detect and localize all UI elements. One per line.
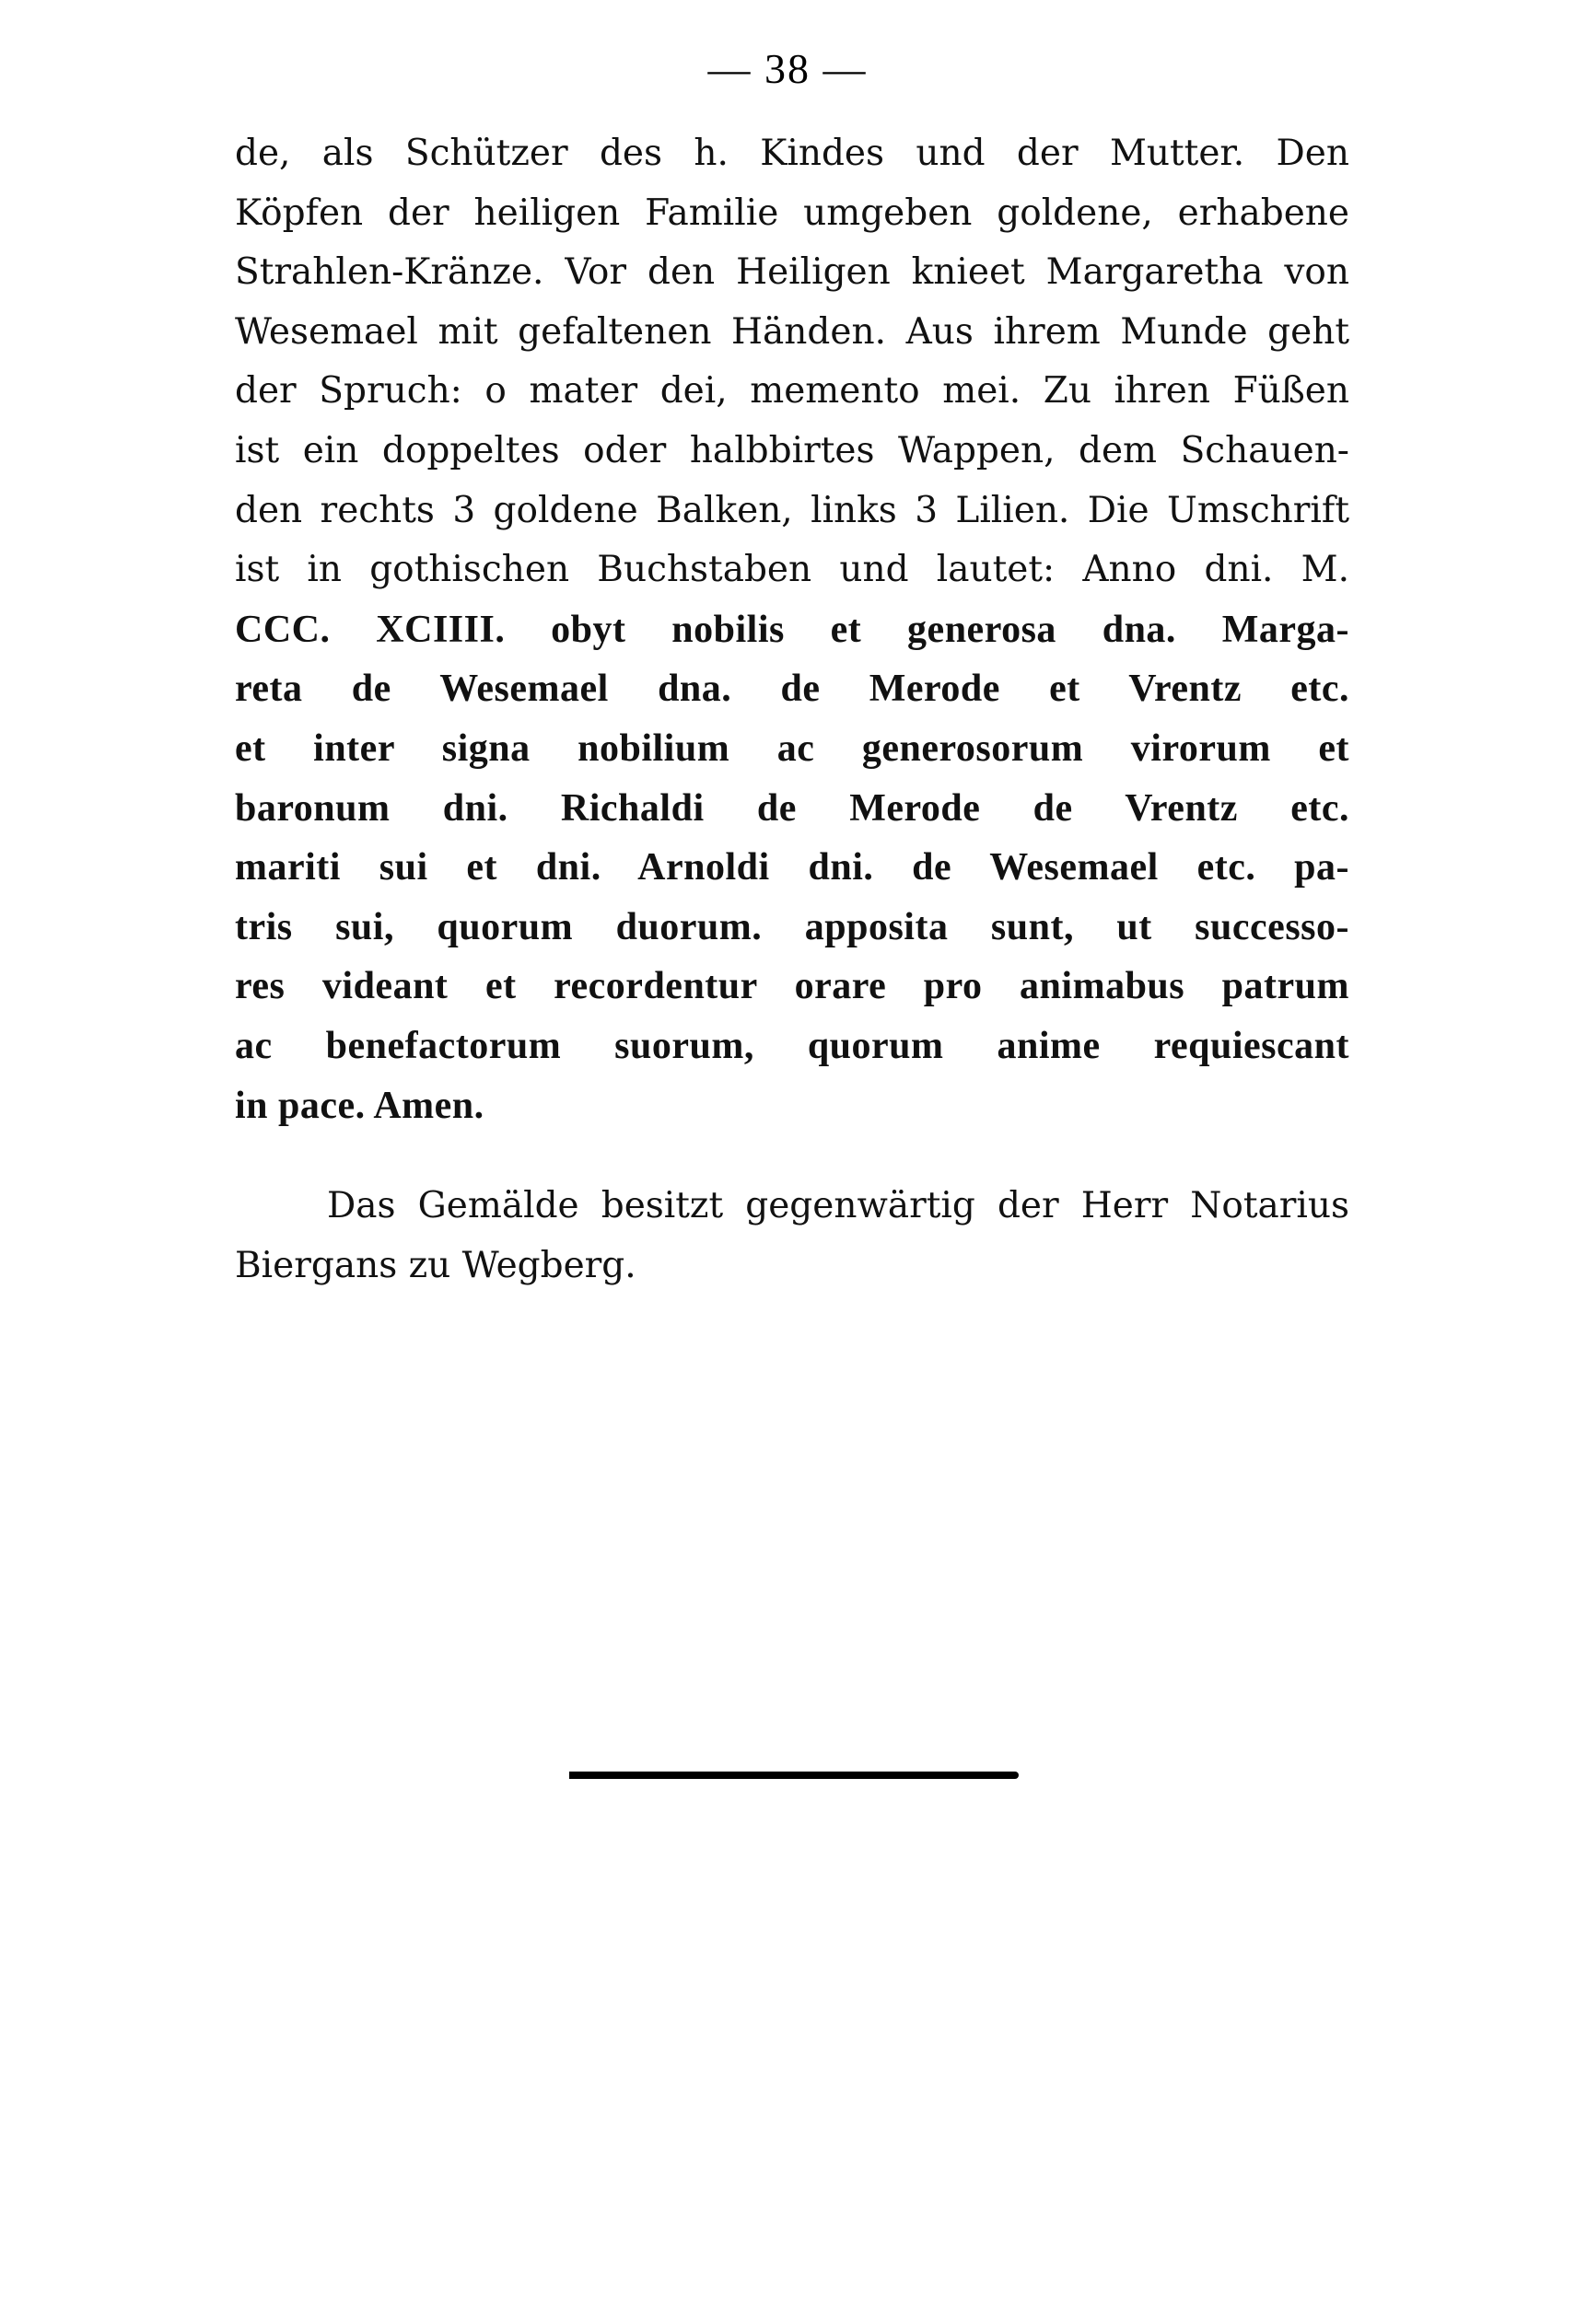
text-line: Strahlen-Kränze. Vor den Heiligen knieet Margaretha von <box>235 251 1349 294</box>
text-line: ist in gothischen Buchstaben und lautet: Anno dni. M. <box>235 549 1349 591</box>
section-end-rule <box>569 1772 1019 1779</box>
text-line: de, als Schützer des h. Kindes und der Mutter. Den <box>235 133 1349 174</box>
page-number: — 38 — <box>707 45 868 92</box>
text-line: Biergans zu Wegberg. <box>235 1244 636 1286</box>
latin-text-line: in pace. Amen. <box>235 1084 484 1127</box>
paragraph-2 <box>235 1177 1349 1296</box>
latin-text-line: res videant et recordentur orare pro animabus patrum <box>235 965 1349 1008</box>
latin-text-line: ac benefactorum suorum, quorum anime requiescant <box>235 1024 1349 1067</box>
latin-text-line: CCC. XCIIII. obyt nobilis et generosa dna. Marga- <box>235 608 1349 651</box>
text-line: Wesemael mit gefaltenen Händen. Aus ihrem Munde geht <box>235 310 1349 353</box>
latin-text-line: mariti sui et dni. Arnoldi dni. de Wesemael etc. pa- <box>235 846 1349 889</box>
paragraph-1 <box>235 124 1349 1135</box>
text-line: Das Gemälde besitzt gegenwärtig der Herr Notarius <box>327 1185 1349 1226</box>
latin-text-line: et inter signa nobilium ac generosorum virorum et <box>235 726 1349 770</box>
text-line: Köpfen der heiligen Familie umgeben goldene, erhabene <box>235 192 1349 234</box>
text-line: der Spruch: o mater dei, memento mei. Zu ihren Füßen <box>235 370 1349 413</box>
text-line: ist ein doppeltes oder halbbirtes Wappen, dem Schauen- <box>235 429 1349 471</box>
latin-text-line: reta de Wesemael dna. de Merode et Vrentz etc. <box>235 668 1349 711</box>
latin-text-line: baronum dni. Richaldi de Merode de Vrentz etc. <box>235 786 1349 830</box>
text-line: den rechts 3 goldene Balken, links 3 Lilien. Die Umschrift <box>235 489 1349 531</box>
latin-text-line: tris sui, quorum duorum. apposita sunt, ut successo- <box>235 905 1349 948</box>
